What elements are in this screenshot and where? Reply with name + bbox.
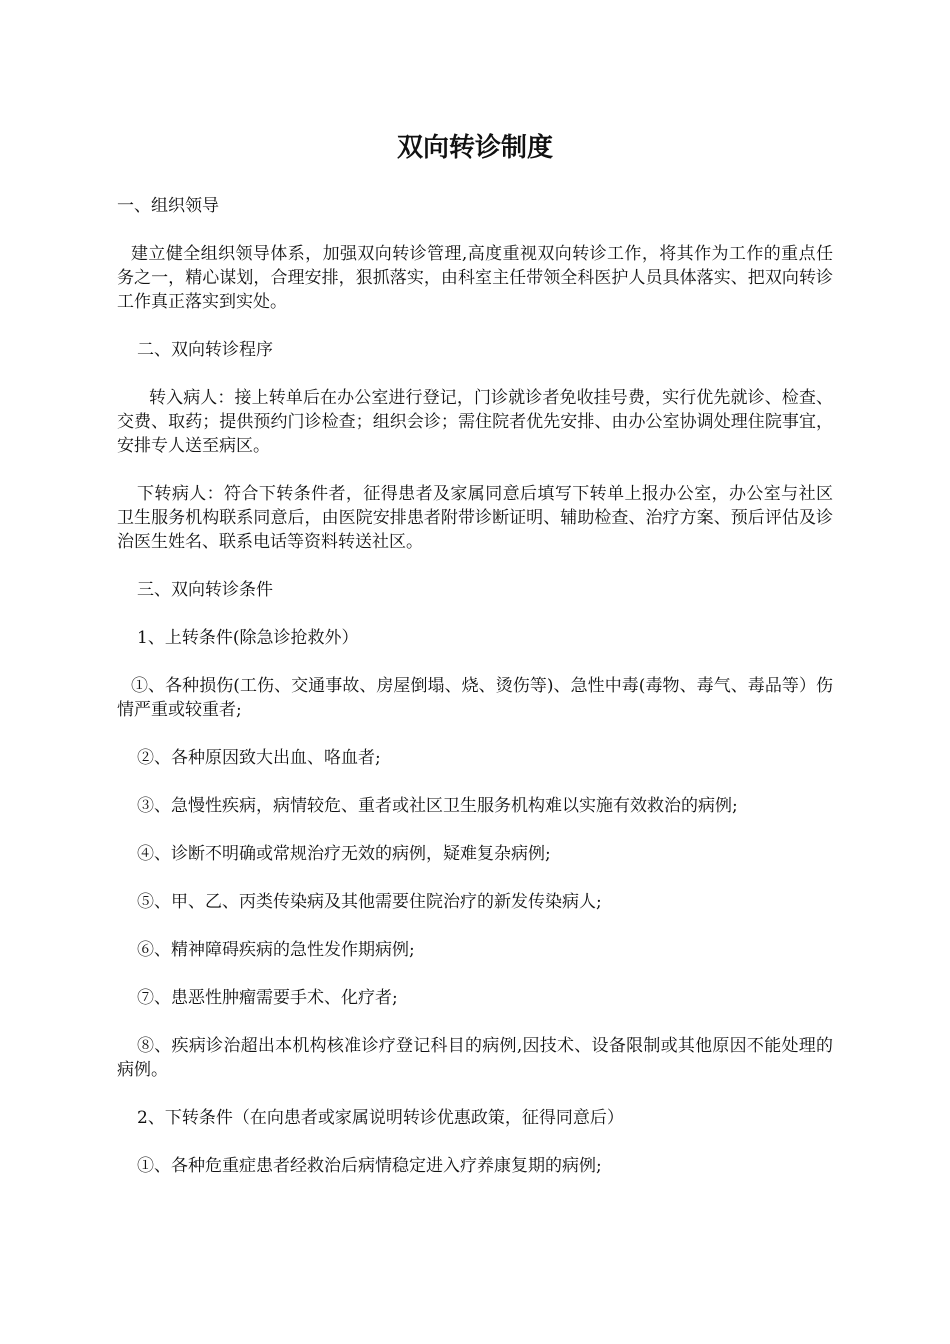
list-item: ②、各种原因致大出血、咯血者; <box>137 748 381 768</box>
paragraph-transfer-out: 下转病人：符合下转条件者，征得患者及家属同意后填写下转单上报办公室，办公室与社区卫生服务机构联系同意后，由医院安排患者附带诊断证明、辅助检查、治疗方案、预后评估及诊治医生姓名、联系电话等资料转送社区。 <box>117 484 833 552</box>
list-item: ④、诊断不明确或常规治疗无效的病例，疑难复杂病例; <box>137 844 551 864</box>
list-item: ⑥、精神障碍疾病的急性发作期病例; <box>137 940 415 960</box>
subheading-downward-conditions: 2、下转条件（在向患者或家属说明转诊优惠政策，征得同意后） <box>137 1108 624 1128</box>
paragraph-transfer-in: 转入病人：接上转单后在办公室进行登记，门诊就诊者免收挂号费，实行优先就诊、检查、交费、取药；提供预约门诊检查；组织会诊；需住院者优先安排、由办公室协调处理住院事宜，安排专人送至病区。 <box>117 388 833 456</box>
subheading-upward-conditions: 1、上转条件(除急诊抢救外） <box>137 628 359 648</box>
section-heading-procedure: 二、双向转诊程序 <box>137 340 273 360</box>
list-item: ①、各种损伤(工伤、交通事故、房屋倒塌、烧、烫伤等)、急性中毒(毒物、毒气、毒品等）伤情严重或较重者; <box>117 676 833 720</box>
list-item: ③、急慢性疾病，病情较危、重者或社区卫生服务机构难以实施有效救治的病例; <box>137 796 738 816</box>
section-heading-conditions: 三、双向转诊条件 <box>137 580 273 600</box>
document-title: 双向转诊制度 <box>396 133 553 163</box>
list-item: ⑦、患恶性肿瘤需要手术、化疗者; <box>137 988 398 1008</box>
list-item: ⑤、甲、乙、丙类传染病及其他需要住院治疗的新发传染病人; <box>137 892 602 912</box>
list-item: ⑧、疾病诊治超出本机构核准诊疗登记科目的病例,因技术、设备限制或其他原因不能处理的病例。 <box>117 1036 833 1080</box>
section-heading-organization: 一、组织领导 <box>117 196 219 216</box>
paragraph-organization: 建立健全组织领导体系，加强双向转诊管理,高度重视双向转诊工作，将其作为工作的重点任务之一，精心谋划，合理安排，狠抓落实，由科室主任带领全科医护人员具体落实、把双向转诊工作真正落实到实处。 <box>117 244 833 312</box>
list-item: ①、各种危重症患者经救治后病情稳定进入疗养康复期的病例; <box>137 1156 602 1176</box>
